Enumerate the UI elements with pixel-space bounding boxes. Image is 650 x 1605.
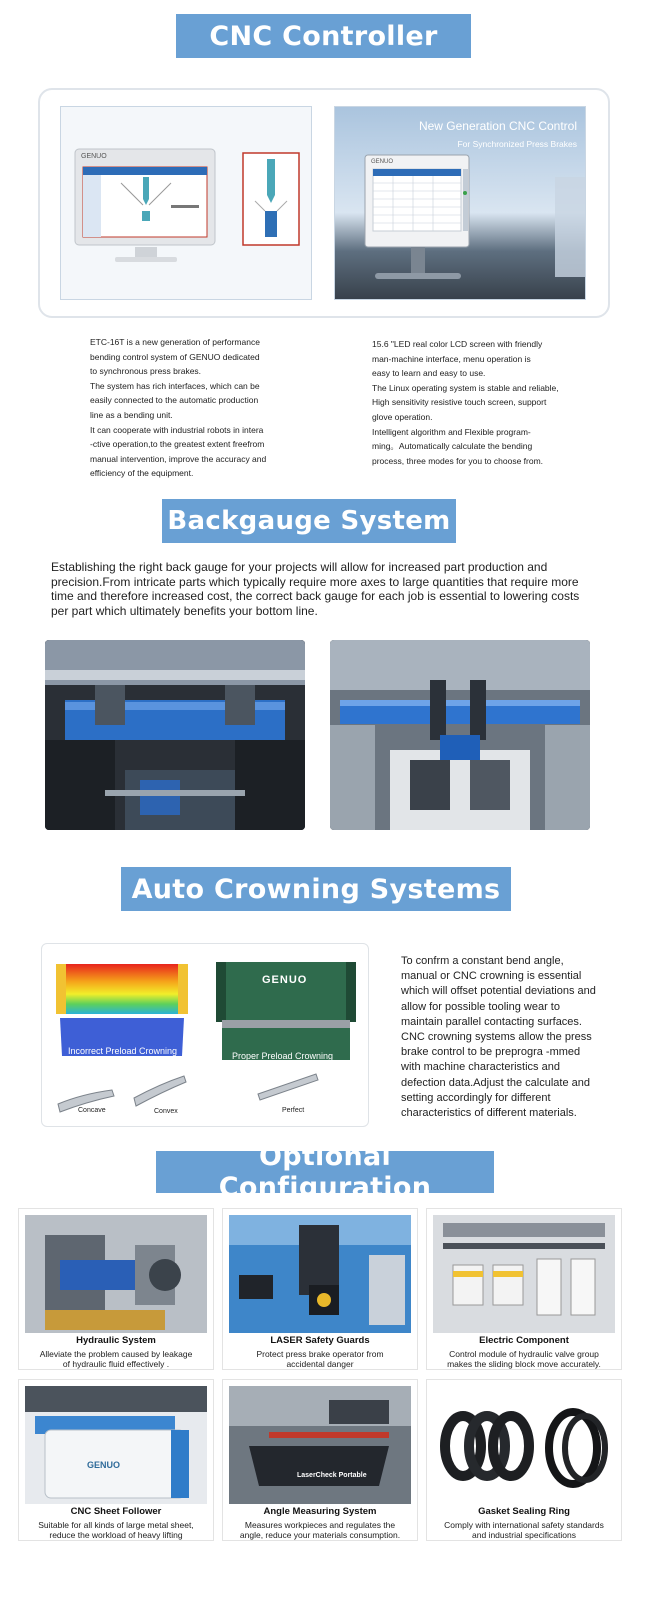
option-title: LASER Safety Guards [270,1335,370,1346]
electric-component-image [433,1215,615,1333]
cnc-promo-illustration [335,107,586,300]
option-title: CNC Sheet Follower [70,1506,162,1517]
cnc-section-title: CNC Controller [176,14,471,58]
option-description: Control module of hydraulic valve group makes the sliding block move accurately. [447,1349,601,1369]
hydraulic-system-image [25,1215,207,1333]
crowning-image-frame [41,943,369,1127]
option-title: Gasket Sealing Ring [478,1506,570,1517]
cnc-promo-panel [334,106,586,300]
option-description: Measures workpieces and regulates the angle, reduce your materials consumption. [239,1520,401,1540]
option-description: Comply with international safety standards and industrial specifications [444,1520,604,1540]
sheet-follower-image [25,1386,207,1504]
cnc-promo-subheadline: For Synchronized Press Brakes [457,139,577,149]
crowning-description: To confrm a constant bend angle, manual or CNC crowning is essential which will offset potential deviations and allow for possible tooling wear to maintain parallel contacting surfaces. CNC crowning systems allow the press brake control to be preprogra -mmed with machine characteristics and defection data.Adjust the calculate and setting accordingly for different characteristics of different materials. [401,955,596,1120]
cnc-screen-panel [60,106,312,300]
option-description: Alleviate the problem caused by leakage of hydraulic fluid effectively . [39,1349,193,1369]
shape-label-concave: Concave [78,1107,106,1114]
crowning-illustration [42,944,369,1127]
crowning-section-title: Auto Crowning Systems [121,867,511,911]
option-description: Suitable for all kinds of large metal sheet, reduce the workload of heavy lifting [38,1520,194,1540]
promo-monitor-brand: GENUO [371,159,394,165]
incorrect-crowning-label: Incorrect Preload Crowning [68,1046,178,1056]
monitor-brand: GENUO [81,153,107,160]
option-card-laser [222,1208,418,1370]
option-title: Hydraulic System [76,1335,156,1346]
gasket-sealing-image [433,1386,615,1504]
option-card-electric [426,1208,622,1370]
option-card-hydraulic [18,1208,214,1370]
option-card-sheet-follower [18,1379,214,1541]
proper-crowning-label: Proper Preload Crowning [232,1051,334,1061]
machine-brand: GENUO [262,974,308,986]
shape-label-convex: Convex [154,1108,178,1115]
backgauge-photo-left [45,640,305,830]
backgauge-photo-right [330,640,590,830]
angle-measuring-image [229,1386,411,1504]
backgauge-description: Establishing the right back gauge for your projects will allow for increased part production and precision.From intricate parts which typically require more axes to large quantities that require more time and therefore increased cost, the correct back gauge for each job is essential to lowering costs per part which ultimately benefits your bottom line. [51,560,580,618]
cnc-monitor-illustration [61,107,312,300]
cnc-description-right: 15.6 "LED real color LCD screen with friendly man-machine interface, menu operation is easy to learn and easy to use. The Linux operating system is stable and reliable, High sensitivity resistive touch screen, support glove operation. Intelligent algorithm and Flexible program- ming。Automatically calculate the bending process, three modes for you to choose from. [372,339,559,466]
option-description: Protect press brake operator from accidental danger [256,1349,384,1369]
option-card-gasket [426,1379,622,1541]
shape-label-perfect: Perfect [282,1107,305,1114]
option-title: Electric Component [479,1335,569,1346]
option-card-angle [222,1379,418,1541]
optional-section-title: Optional Configuration [156,1151,494,1193]
lasercheck-label: LaserCheck Portable [297,1472,367,1479]
cnc-description-left: ETC-16T is a new generation of performance bending control system of GENUO dedicated to synchronous press brakes. The system has rich interfaces, which can be easily connected to the automatic production line as a bending unit. It can cooperate with industrial robots in intera -ctive operation,to the greatest extent freefrom manual intervention, improve the accuracy and efficiency of the equipment. [90,337,267,479]
option-title: Angle Measuring System [263,1506,377,1517]
sheet-follower-brand: GENUO [87,1460,121,1470]
cnc-promo-headline: New Generation CNC Control [418,119,577,133]
cnc-image-frame [38,88,610,318]
laser-guards-image [229,1215,411,1333]
backgauge-section-title: Backgauge System [162,499,456,543]
